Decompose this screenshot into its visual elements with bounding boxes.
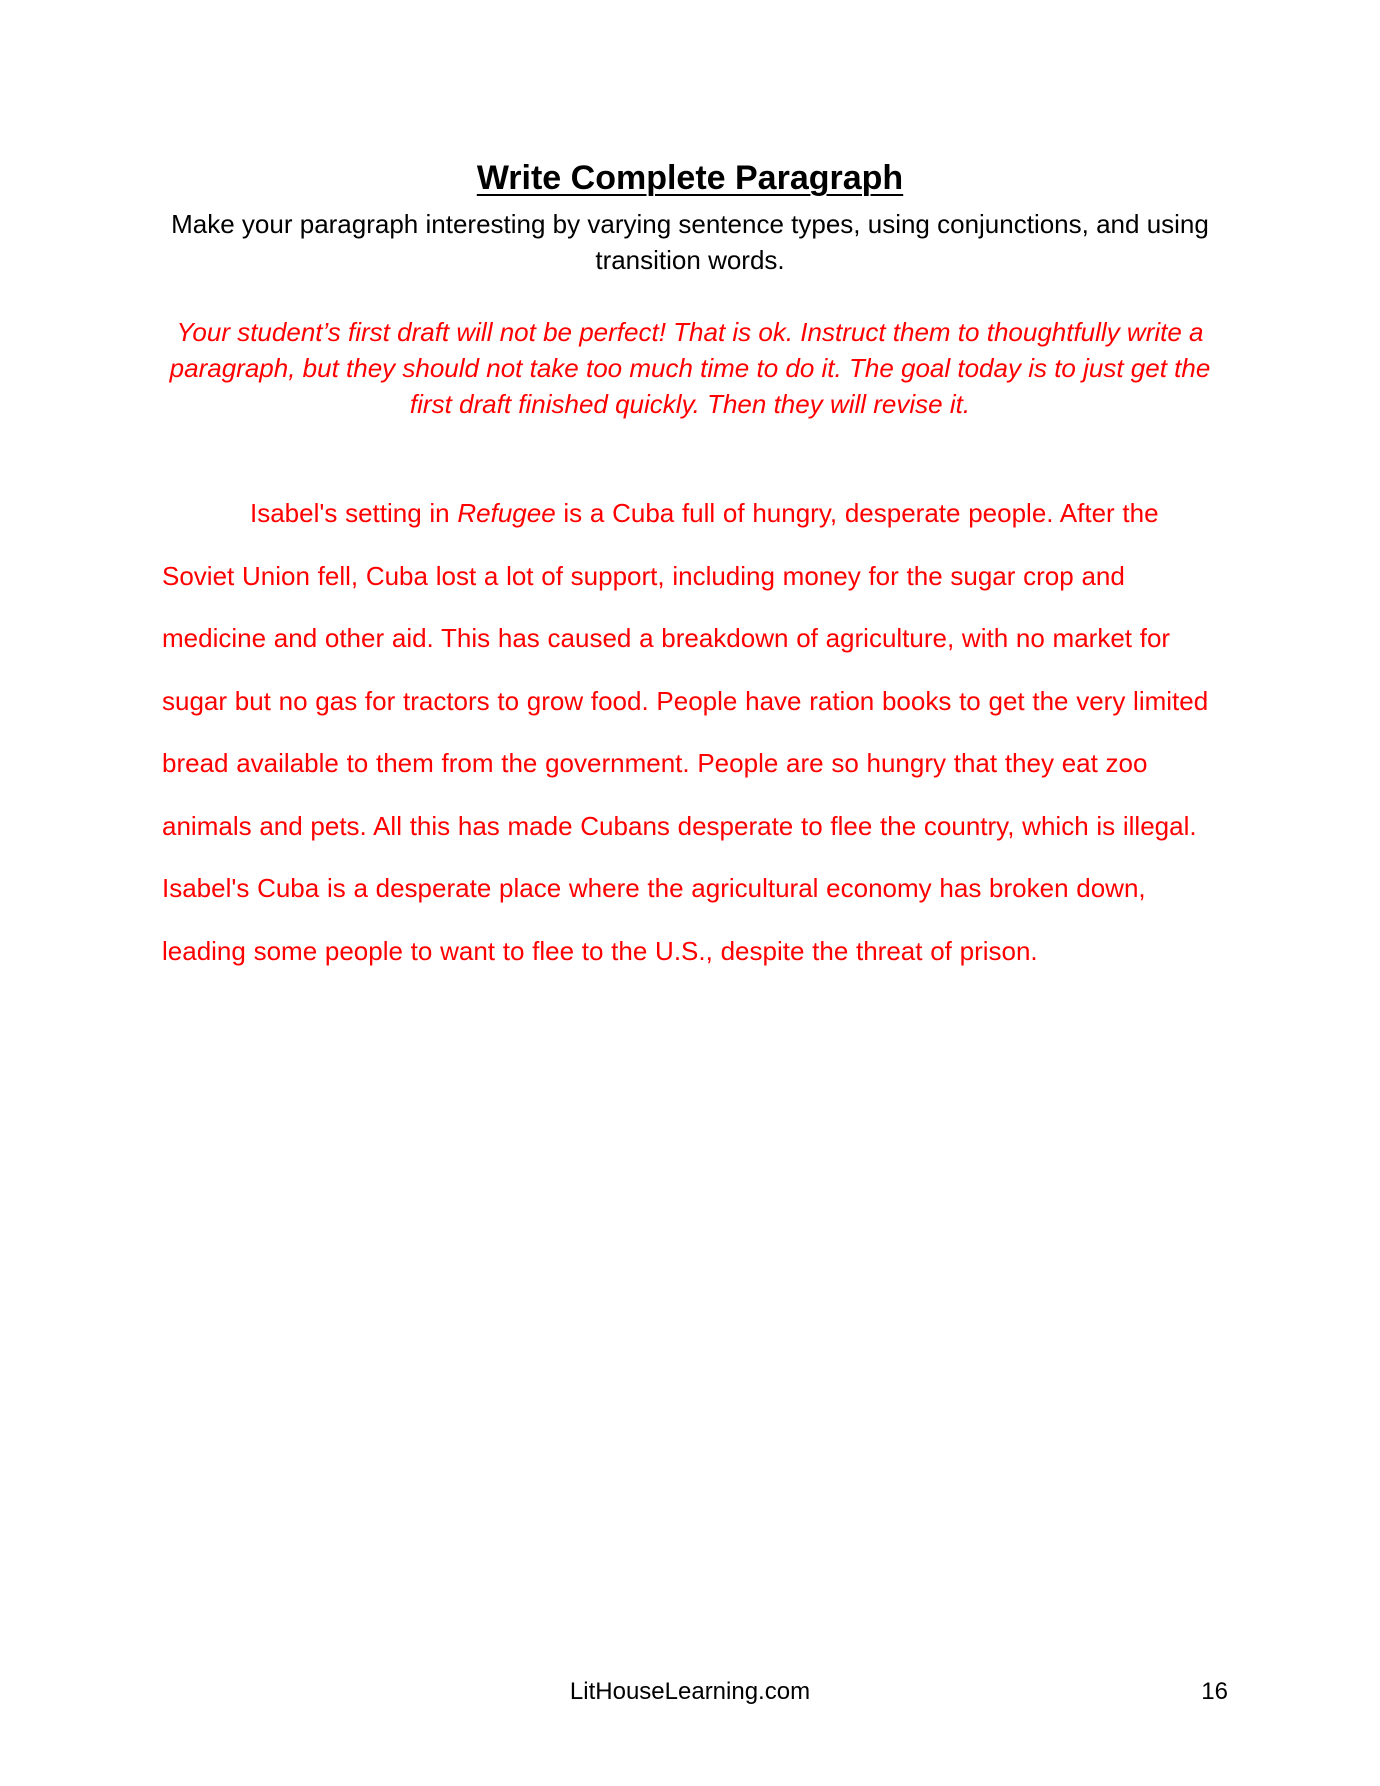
page-title: Write Complete Paragraph: [476, 159, 904, 197]
paragraph-text-before-title: Isabel's setting in: [250, 498, 458, 528]
footer-website: LitHouseLearning.com: [569, 1678, 811, 1705]
teacher-note: Your student’s first draft will not be perfect! That is ok. Instruct them to thoughtfully write a paragraph, but they should not take too much time to do it. The goal today is to just get the first draft finished quickly. Then they will revise it.: [169, 317, 1211, 419]
sample-paragraph: [162, 482, 1234, 982]
instructions-text: Make your paragraph interesting by varying sentence types, using conjunctions, and using transition words.: [171, 209, 1209, 275]
book-title: Refugee: [457, 498, 556, 528]
page-number: 16: [1201, 1678, 1228, 1705]
paragraph-text-after-title: is a Cuba full of hungry, desperate people. After the Soviet Union fell, Cuba lost a lot of support, including money for the sugar crop and medicine and other aid. This has caused a breakdown of agriculture, with no market for sugar but no gas for tractors to grow food. People have ration books to get the very limited bread available to them from the government. People are so hungry that they eat zoo animals and pets. All this has made Cubans desperate to flee the country, which is illegal. Isabel's Cuba is a desperate place where the agricultural economy has broken down, leading some people to want to flee to the U.S., despite the threat of prison.: [162, 498, 1209, 966]
